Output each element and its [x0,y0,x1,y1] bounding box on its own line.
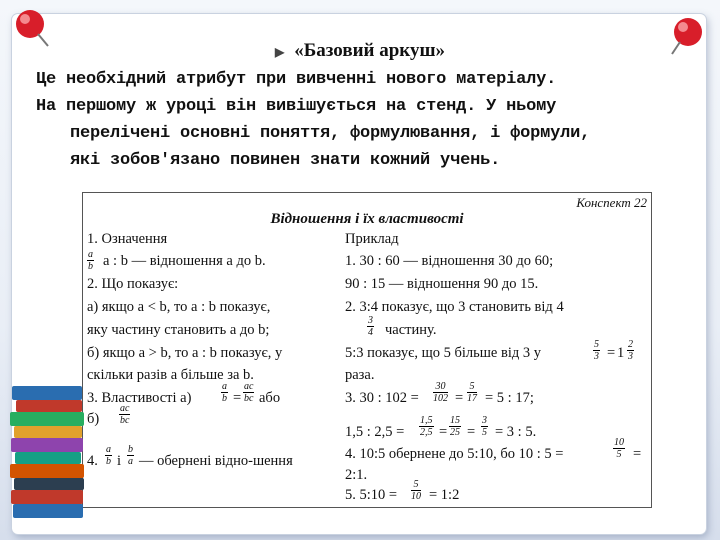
fraction: $\frac{3}{4}$ [368,315,373,338]
right-line: = [455,390,464,406]
slide-title-text: «Базовий аркуш» [294,40,446,61]
fraction: $\frac{ac}{bc}$ [244,381,254,404]
right-line: 4. 10:5 обернене до 5:10, бо 10 : 5 = [345,446,564,462]
intro-line: Це необхідний атрибут при вивченні нового матеріалу. [36,70,557,89]
summary-sheet [82,192,652,508]
left-line: і [117,453,122,469]
right-line: раза. [345,367,375,383]
right-line: = [467,424,476,440]
right-line: = 3 : 5. [495,424,537,440]
right-line: = 1:2 [429,487,460,503]
intro-text [36,66,696,174]
left-line: скільки разів a більше за b. [87,367,254,383]
right-line: 90 : 15 — відношення 90 до 15. [345,276,539,292]
left-line: — обернені відно-шення [139,453,293,469]
left-line: б) якщо a > b, то a : b показує, у [87,345,283,361]
intro-line: На першому ж уроці він вивішується на стенд. У ньому [36,97,557,116]
right-line: Приклад [345,231,399,247]
fraction: $\frac{a}{b}$ [106,444,111,467]
left-line: 4. [87,453,98,469]
book-stack-icon [8,378,88,528]
left-line: 1. Означення [87,231,168,247]
bullet-arrow-icon: ▶ [274,45,285,59]
sheet-label: Конспект 22 [576,195,647,210]
left-line: а) якщо a < b, то a : b показує, [87,299,271,315]
fraction: $\frac{30}{102}$ [433,381,448,404]
fraction: $\frac{a}{b}$ [88,249,93,272]
left-line: б) [87,411,100,427]
sheet-title: Відношення і їх властивості [270,211,464,227]
fraction: $\frac{2}{3}$ [628,339,633,362]
right-line: = [439,424,448,440]
right-line: = [633,446,642,462]
left-line: 3. Властивості а) [87,390,192,406]
fraction: $\frac{a}{b}$ [222,381,227,404]
right-line: = 5 : 17; [485,390,534,406]
right-line: 3. 30 : 102 = [345,390,419,406]
right-line: 5. 5:10 = [345,487,398,503]
fraction: $\frac{1,5}{2,5}$ [420,415,433,438]
fraction: $\frac{3}{5}$ [482,415,487,438]
left-line: яку частину становить a до b; [87,322,270,338]
fraction: $\frac{b}{a}$ [128,444,133,467]
fraction: $\frac{15}{25}$ [450,415,460,438]
left-line: 2. Що показує: [87,276,179,292]
right-line: 1. 30 : 60 — відношення 30 до 60; [345,253,554,269]
slide-title [0,40,720,62]
fraction: $\frac{10}{5}$ [614,437,624,460]
intro-line: які зобов'язано повинен знати кожний учень. [70,151,501,170]
equals-sign: = [233,390,242,406]
equals-sign: = [607,345,616,361]
intro-line: перелічені основні поняття, формулювання, і формули, [70,124,591,143]
fraction: $\frac{5}{3}$ [594,339,599,362]
whole-number: 1 [617,345,625,361]
fraction: $\frac{5}{17}$ [467,381,477,404]
right-line: 2:1. [345,467,368,483]
right-line: 1,5 : 2,5 = [345,424,405,440]
fraction: $\frac{5}{10}$ [411,479,421,502]
left-line: або [259,390,281,406]
right-line: 5:3 показує, що 5 більше від 3 у [345,345,541,361]
left-line: a : b — відношення a до b. [103,253,266,269]
fraction: $\frac{ac}{bc}$ [120,403,130,426]
right-line: частину. [385,322,437,338]
right-line: 2. 3:4 показує, що 3 становить від 4 [345,299,564,315]
